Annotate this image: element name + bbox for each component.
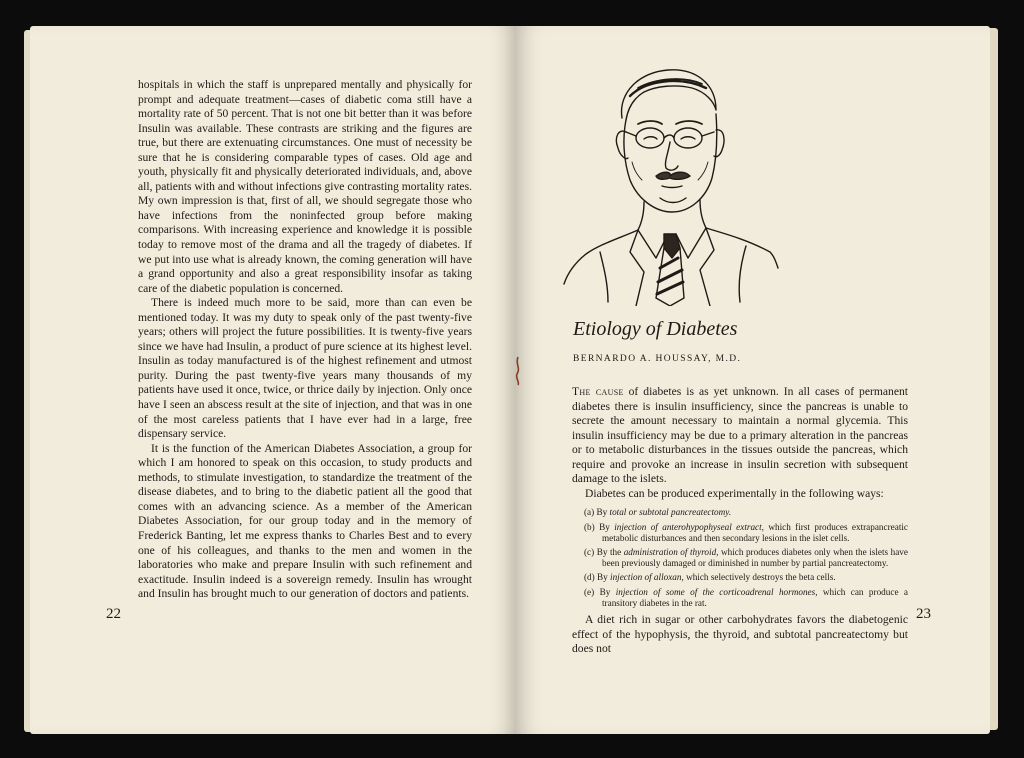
left-paragraph: It is the function of the American Diabetes Association, a group for which I am honored to speak on this occasion, to study products and methods, to stimulate investigation, to standardize the treatment of the disease diabetes, and to bring to the diabetic patient all the good that comes with an advancing science. As a member of the American Diabetes Association, for our group today and in the memory of Frederick Banting, let me express thanks to Charles Best and to every one of his colleagues, and thanks to the men and women in the laboratories who make and prepare Insulin with such refinement and exactitude. Insulin indeed is a sovereign remedy. Insulin has wrought and Insulin has brought much to our generation of doctors and patients. xyxy=(138,441,472,601)
right-paragraph xyxy=(572,385,908,487)
author-portrait xyxy=(560,62,780,306)
page-number-right: 23 xyxy=(916,606,931,622)
methods-list xyxy=(572,507,908,609)
list-item: (b) By injection of anterohypophyseal extract, which first produces extrapancreatic metabolic disturbances and then secondary lesions in the islet cells. xyxy=(584,521,908,543)
lead-smallcaps: The cause xyxy=(572,385,624,398)
right-paragraph: A diet rich in sugar or other carbohydrates favors the diabetogenic effect of the hypophysis, the thyroid, and subtotal pancreatectomy but does not xyxy=(572,613,908,656)
list-item: (c) By the administration of thyroid, which produces diabetes only when the islets have been previously damaged or diminished in number by partial pancreatectomy. xyxy=(584,546,908,569)
right-page-body xyxy=(572,385,908,657)
page-number-left: 22 xyxy=(106,606,121,622)
left-page-body xyxy=(138,78,472,602)
paragraph-rest: of diabetes is as yet unknown. In all cases of permanent diabetes there is insulin insufficiency, since the pancreas is unable to secrete the amount necessary to maintain a normal glycemia. This insulin insufficiency may be due to a primary alteration in the pancreas or to metabolic disturbances in the tissues outside the pancreas, which require and provoke an increase in insulin secretion with subsequent damage to the islets. xyxy=(572,385,908,486)
chapter-title: Etiology of Diabetes xyxy=(573,318,738,340)
left-paragraph: There is indeed much more to be said, more than can even be mentioned today. It was my duty to speak only of the past twenty-five years; others will project the future possibilities. It is twenty-five years since we have had Insulin, a product of pure science at its highest level. Insulin as today manufactured is of the highest refinement and utmost purity. During the past twenty-five years many thousands of my patients have used it once, twice, or thrice daily by injection. Only once have I seen an abscess result at the site of injection, and that was in one of the most careless patients that I have ever had in a large, free dispensary service. xyxy=(138,296,472,441)
list-item: (d) By injection of alloxan, which selectively destroys the beta cells. xyxy=(584,572,836,583)
left-paragraph: hospitals in which the staff is unprepared mentally and physically for prompt and adequate treatment—cases of diabetic coma still have a mortality rate of 50 percent. That is not one bit better than it was before Insulin was available. These contrasts are striking and the figures are true, but there are extenuating circumstances. One must of necessity be sure that he is considering comparable types of cases. Old age and youth, physically fit and physically deteriorated individuals, and, above all, patients with and without infections give contrasting mortality rates. My own impression is that, first of all, we should segregate those who have infections from the noninfected group before making comparisons. With increasing experience and knowledge it is possible today to remove most of the drama and all the tragedy of diabetes. If we put into use what is already known, the coming generation will have a grand opportunity and also a great responsibility insofar as taking care of the diabetic population is concerned. xyxy=(138,78,472,295)
right-paragraph: Diabetes can be produced experimentally in the following ways: xyxy=(585,486,884,500)
list-item: (e) By injection of some of the corticoadrenal hormones, which can produce a transitory diabetes in the rat. xyxy=(584,586,909,608)
list-item: (a) By total or subtotal pancreatectomy. xyxy=(584,507,732,518)
chapter-author: BERNARDO A. HOUSSAY, M.D. xyxy=(573,354,742,364)
binding-thread xyxy=(514,356,522,386)
